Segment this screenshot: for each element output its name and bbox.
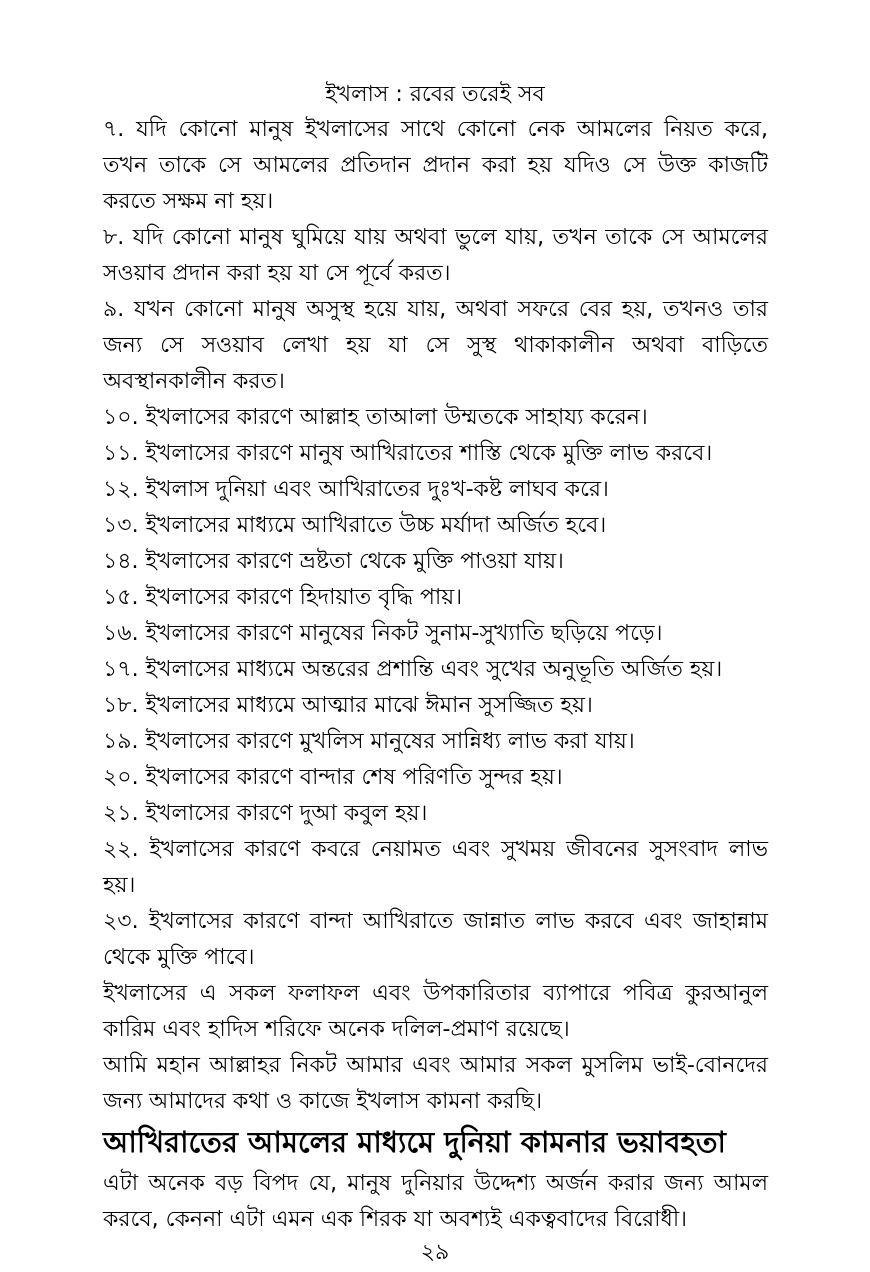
list-item-14: ১৪. ইখলাসের কারণে ভ্রষ্টতা থেকে মুক্তি পাওয়া যায়।	[103, 549, 564, 574]
list-item-8: ৮. যদি কোনো মানুষ ঘুমিয়ে যায় অথবা ভুলে যায়, তখন তাকে সে আমলের সওয়াব প্রদান করা হয় যা সে পূর্বে করত।	[103, 225, 768, 286]
prayer-paragraph: আমি মহান আল্লাহর নিকট আমার এবং আমার সকল মুসলিম ভাই-বোনদের জন্য আমাদের কথা ও কাজে ইখলাস কামনা করছি।	[103, 1053, 768, 1114]
list-item-23: ২৩. ইখলাসের কারণে বান্দা আখিরাতে জান্নাত লাভ করবে এবং জাহান্নাম থেকে মুক্তি পাবে।	[103, 909, 768, 970]
list-item-10: ১০. ইখলাসের কারণে আল্লাহ তাআলা উম্মতকে সাহায্য করেন।	[103, 405, 648, 430]
list-item-22: ২২. ইখলাসের কারণে কবরে নেয়ামত এবং সুখময় জীবনের সুসংবাদ লাভ হয়।	[103, 837, 768, 898]
page-number: ২৯	[420, 1240, 450, 1265]
list-item-16: ১৬. ইখলাসের কারণে মানুষের নিকট সুনাম-সুখ্যাতি ছড়িয়ে পড়ে।	[103, 621, 663, 646]
section-heading: আখিরাতের আমলের মাধ্যমে দুনিয়া কামনার ভয়াবহতা	[103, 1125, 726, 1159]
list-item-17: ১৭. ইখলাসের মাধ্যমে অন্তরের প্রশান্তি এবং সুখের অনুভূতি অর্জিত হয়।	[103, 657, 723, 682]
list-item-7: ৭. যদি কোনো মানুষ ইখলাসের সাথে কোনো নেক আমলের নিয়ত করে, তখন তাকে সে আমলের প্রতিদান প্রদান করা হয় যদিও সে উক্ত কাজটি করতে সক্ষম না হয়।	[103, 117, 768, 214]
list-item-13: ১৩. ইখলাসের মাধ্যমে আখিরাতে উচ্চ মর্যাদা অর্জিত হবে।	[103, 513, 607, 538]
section-body	[103, 1166, 768, 1238]
list-item-11: ১১. ইখলাসের কারণে মানুষ আখিরাতের শাস্তি থেকে মুক্তি লাভ করবে।	[103, 441, 713, 466]
list-item-20: ২০. ইখলাসের কারণে বান্দার শেষ পরিণতি সুন্দর হয়।	[103, 765, 563, 790]
list-item-12: ১২. ইখলাস দুনিয়া এবং আখিরাতের দুঃখ-কষ্ট লাঘব করে।	[103, 477, 609, 502]
list-item-19: ১৯. ইখলাসের কারণে মুখলিস মানুষের সান্নিধ্য লাভ করা যায়।	[103, 729, 635, 754]
section-paragraph: এটা অনেক বড় বিপদ যে, মানুষ দুনিয়ার উদ্দেশ্য অর্জন করার জন্য আমল করবে, কেননা এটা এমন এক শিরক যা অবশ্যই একত্ববাদের বিরোধী।	[103, 1171, 768, 1232]
list-item-15: ১৫. ইখলাসের কারণে হিদায়াত বৃদ্ধি পায়।	[103, 585, 463, 610]
summary-paragraph: ইখলাসের এ সকল ফলাফল এবং উপকারিতার ব্যাপারে পবিত্র কুরআনুল কারিম এবং হাদিস শরিফে অনেক দলিল-প্রমাণ রয়েছে।	[103, 981, 768, 1042]
list-item-21: ২১. ইখলাসের কারণে দুআ কবুল হয়।	[103, 801, 428, 826]
body-text	[103, 112, 768, 1120]
running-header: ইখলাস : রবের তরেই সব	[325, 82, 545, 107]
list-item-18: ১৮. ইখলাসের মাধ্যমে আত্মার মাঝে ঈমান সুসজ্জিত হয়।	[103, 693, 593, 718]
list-item-9: ৯. যখন কোনো মানুষ অসুস্থ হয়ে যায়, অথবা সফরে বের হয়, তখনও তার জন্য সে সওয়াব লেখা হয় যা সে সুস্থ থাকাকালীন অথবা বাড়িতে অবস্থানকালীন করত।	[103, 297, 768, 394]
